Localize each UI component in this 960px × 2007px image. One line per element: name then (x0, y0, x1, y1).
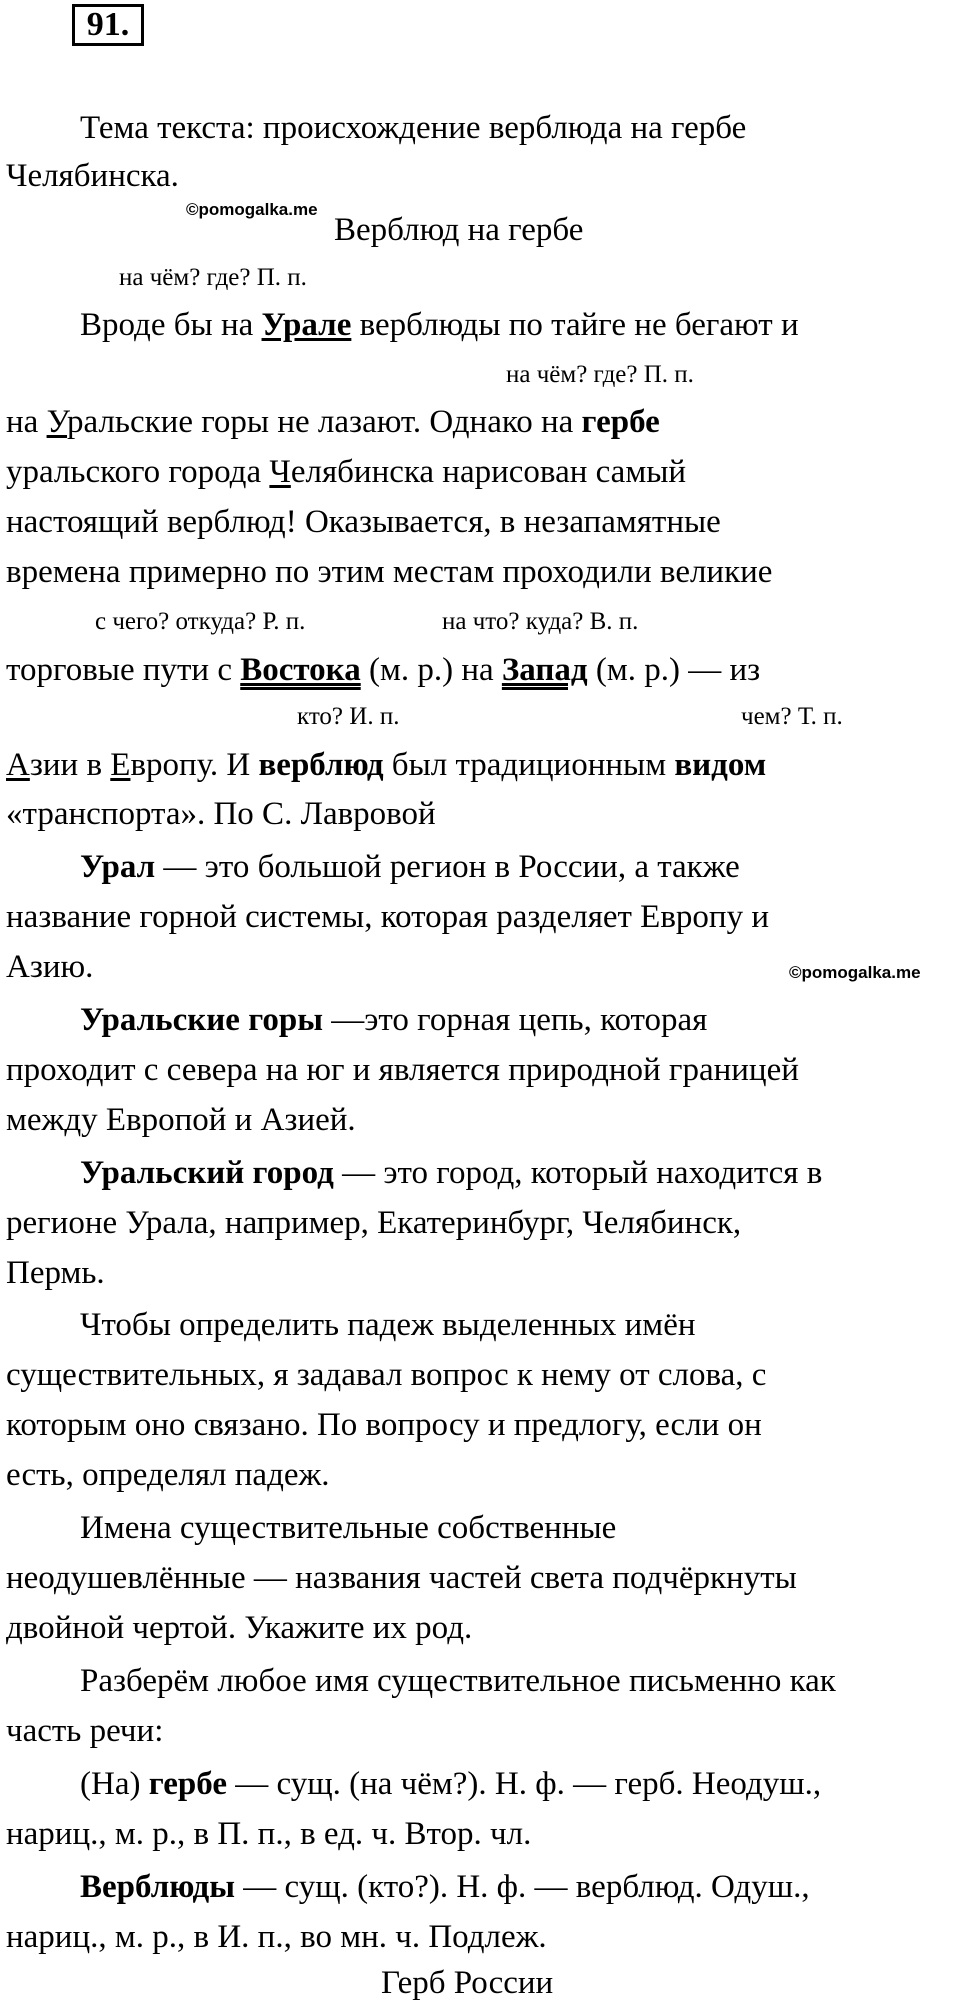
keyword-ural: Урале (261, 307, 352, 343)
p1-line-8: «транспорта». По С. Лавровой (6, 796, 436, 832)
p2-line-2: название горной системы, которая разделяет Европу и (6, 899, 769, 935)
p4-line-3: Пермь. (6, 1255, 105, 1291)
question-label: на что? куда? В. п. (442, 608, 639, 635)
question-label: кто? И. п. (297, 703, 400, 730)
keyword-zapad: Запад (501, 652, 588, 688)
p1-line-2: на Уральские горы не лазают. Однако на гербе (6, 404, 660, 440)
p5-line-4: есть, определял падеж. (6, 1457, 330, 1493)
p9-line-1: Верблюды — сущ. (кто?). Н. ф. — верблюд. Одуш., (80, 1869, 810, 1905)
question-label: с чего? откуда? Р. п. (95, 608, 306, 635)
watermark: ©pomogalka.me (186, 200, 318, 219)
keyword-vidom: видом (674, 747, 767, 783)
p6-line-3: двойной чертой. Укажите их род. (6, 1610, 473, 1646)
keyword-gerbe: гербе (581, 404, 660, 440)
p1-line-3: уральского города Челябинска нарисован самый (6, 454, 687, 490)
p1-line-7: Азии в Европу. И верблюд был традиционным видом (6, 747, 767, 783)
exercise-number: 91. (72, 4, 144, 46)
p2-line-1: Урал — это большой регион в России, а также (80, 849, 740, 885)
watermark: ©pomogalka.me (789, 963, 921, 982)
question-label: чем? Т. п. (741, 703, 843, 730)
keyword-verblyud: верблюд (258, 747, 384, 783)
p8-line-1: (На) гербе — сущ. (на чём?). Н. ф. — герб. Неодуш., (80, 1766, 822, 1802)
p1-line-5: времена примерно по этим местам проходили великие (6, 554, 773, 590)
question-label: на чём? где? П. п. (506, 361, 694, 388)
p7-line-1: Разберём любое имя существительное письменно как (80, 1663, 836, 1699)
text-title: Верблюд на гербе (334, 212, 584, 248)
p8-line-2: нариц., м. р., в П. п., в ед. ч. Втор. чл. (6, 1816, 532, 1852)
keyword-vostok: Востока (240, 652, 361, 688)
p5-line-2: существительных, я задавал вопрос к нему от слова, с (6, 1357, 767, 1393)
p5-line-3: которым оно связано. По вопросу и предлогу, если он (6, 1407, 762, 1443)
p9-line-2: нариц., м. р., в И. п., во мн. ч. Подлеж. (6, 1919, 547, 1955)
p6-line-1: Имена существительные собственные (80, 1510, 617, 1546)
p3-line-2: проходит с севера на юг и является природной границей (6, 1052, 799, 1088)
question-label: на чём? где? П. п. (119, 264, 307, 291)
p6-line-2: неодушевлённые — названия частей света подчёркнуты (6, 1560, 797, 1596)
p4-line-2: регионе Урала, например, Екатеринбург, Челябинск, (6, 1205, 742, 1241)
p4-line-1: Уральский город — это город, который находится в (80, 1155, 823, 1191)
theme-line-1: Тема текста: происхождение верблюда на гербе (80, 110, 747, 146)
p1-line-1: Вроде бы на Урале верблюды по тайге не бегают и (80, 307, 799, 343)
p2-line-3: Азию. (6, 949, 94, 985)
p3-line-1: Уральские горы —это горная цепь, которая (80, 1002, 708, 1038)
p1-line-6: торговые пути с Востока (м. р.) на Запад (м. р.) — из (6, 652, 761, 688)
theme-line-2: Челябинска. (6, 158, 179, 194)
p5-line-1: Чтобы определить падеж выделенных имён (80, 1307, 696, 1343)
p1-line-4: настоящий верблюд! Оказывается, в незапамятные (6, 504, 721, 540)
footer-caption: Герб России (381, 1965, 554, 2001)
p3-line-3: между Европой и Азией. (6, 1102, 356, 1138)
p7-line-2: часть речи: (6, 1713, 164, 1749)
